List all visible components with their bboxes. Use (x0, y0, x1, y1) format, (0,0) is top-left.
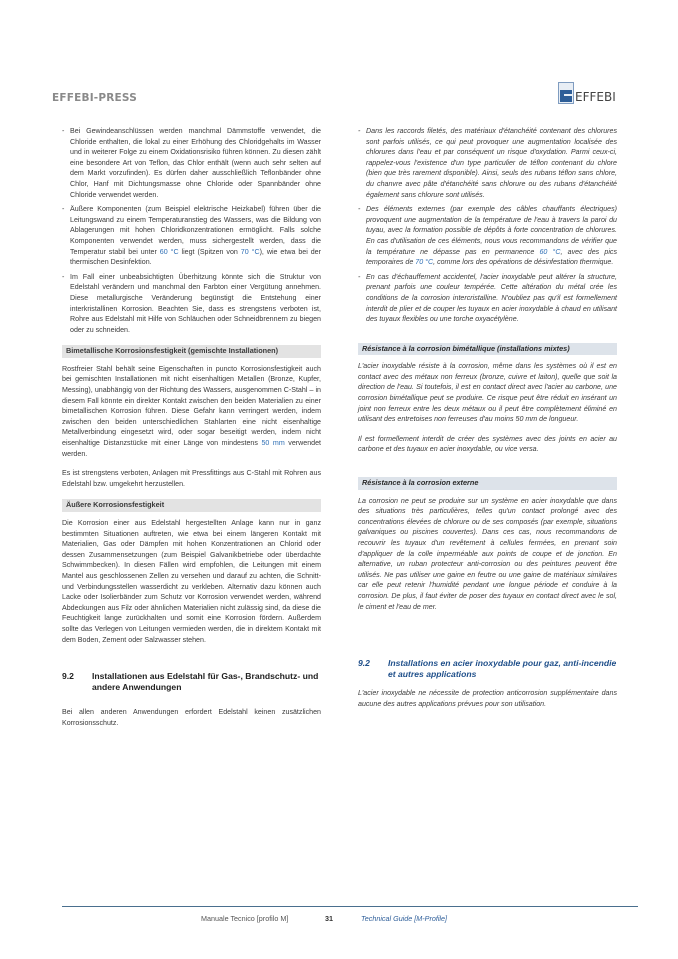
footer-title-english: Technical Guide [M-Profile] (361, 914, 448, 923)
column-french (358, 126, 617, 709)
paragraph: L'acier inoxydable ne nécessite de protection anticorrosion supplémentaire dans aucune des autres applications prévues pour son utilisation. (358, 689, 617, 708)
list-item: - Bei Gewindeanschlüssen werden manchmal Dämmstoffe verwendet, die Chloride enthalten, die lokal zu einer Erhöhung des Chloridgehalts im Wasser und in weiterer Folge zu einem Oxidationsrisiko führen können. Zu diesen zählt eine besondere Art von Teflon, das Chlor enthält (wenn auch sehr selten auf dem Markt vorzufinden). Es dürfen daher ausschließlich Teflonbänder ohne Chlor, Hanf mit Dichtungsmasse ohne Chloride oder Spannbänder ohne Chloride verwendet werden. (62, 127, 321, 199)
paragraph: Il est formellement interdit de créer des systèmes avec des joints en acier au carbone et des tuyaux en acier inoxydable, ou vice versa. (358, 434, 617, 454)
temperature-value: 60 °C (159, 247, 179, 256)
paragraph: La corrosion ne peut se produire sur un système en acier inoxydable que dans des situations très particulières, telles qu'un contact prolongé avec des concentrations élevées de chlorure ou de ses composés (par exemple, situations galvaniques ou piscines couvertes). Dans ces cas, nous recommandons de recouvrir les tuyaux d'un revêtement à cellules fermées, en prenant soin d'appliquer de la colle imperméable aux points de coupe et de jonction. En alternative, un ruban protecteur anti-corrosion ou des peintures peuvent être utilisés. Ne pas utiliser une gaine en feutre ou une gaine de matériaux similaires car elle peut retenir l'humidité pendant une longue période et conduire à la corrosion. De plus, il faut éviter de poser des tuyaux en contact direct avec le sol, le ciment et l'eau de mer. (358, 496, 617, 611)
logo-mark-icon (558, 82, 574, 104)
paragraph: Die Korrosion einer aus Edelstahl hergestellten Anlage kann nur in ganz bestimmten Situationen auftreten, wie etwa bei einem längeren Kontakt mit Materialien, Gas oder Dämpfen mit hohen Konzentrationen an Chlorid oder dessen Zusammensetzungen (zum Beispiel Galvanikbetriebe oder überdachte Schwimmbecken). In diesen Fällen wird empfohlen, die Leitungen mit einem Mantel aus geschlossenen Zellen zu versehen und darauf zu achten, die Schnitt- und Verbindungsstellen wasserdicht zu verkleben. Alternativ dazu können auch Lacke oder Isolierbänder zum Schutz vor Korrosion verwendet werden, während Abdeckungen aus Filz oder ähnlichen Materialien nicht zulässig sind, da diese die Feuchtigkeit lange zurückhalten und somit eine Korrosion fördern. Außerdem sollte das Verlegen von Leitungen vermieden werden, die in direktem Kontakt mit dem Boden, Zement oder Salzwasser stehen. (62, 519, 321, 644)
header-brand: EFFEBI-PRESS (52, 92, 137, 104)
section-heading-bimetal: Bimetallische Korrosionsfestigkeit (gemischte Installationen) (62, 345, 321, 358)
list-item: - Des éléments externes (par exemple des câbles chauffants électriques) provoquent une augmentation de la température de l'eau à travers la paroi du tuyau, avec la formation possible de dépôts à forte concentration de chlorures. En cas d'utilisation de ces éléments, nous vous recommandons de vérifier que la température ne dépasse pas en permanence 60 °C, avec des pics temporaires de 70 °C, comme lors des opérations de désinfestation thermique. (358, 205, 618, 267)
footer-title-italian: Manuale Tecnico [profilo M] (201, 914, 289, 923)
footer-divider (62, 906, 638, 907)
list-item: - Äußere Komponenten (zum Beispiel elektrische Heizkabel) führen über die Leitungswand zu einem Temperaturanstieg des Wassers, was die Bildung von Ablagerungen mit hohen Chloridkonzentrationen ermöglicht. Falls solche Komponenten verwendet werden, muss sichergestellt werden, dass die Temperatur stabil bei unter 60 °C liegt (Spitzen von 70 °C), wie etwa bei der thermischen Desinfektion. (62, 205, 321, 267)
paragraph: Rostfreier Stahl behält seine Eigenschaften in puncto Korrosionsfestigkeit auch bei gemischten Installationen mit nicht eisenhaltigen Metallen (Bronze, Kupfer, Messing), unabhängig von der Richtung des Wassers, ausgenommen C-Stahl – in diesem Fall könnte ein direkter Kontakt zwischen den beiden Materialien zu einer bimetallischen Korrosion führen. Diese Gefahr kann verringert werden, indem zwischen den beiden unterschiedlichen Stahlarten eine nicht eisenhaltige Metallverbindung eingesetzt wird, oder sogar beseitigt werden, indem nicht eisenhaltige Distanzstücke mit einer Länge von mindestens 50 mm verwendet werden. (62, 364, 322, 458)
temperature-value: 70 °C (415, 258, 434, 267)
section-title-9-2: 9.2 Installations en acier inoxydable pour gaz, anti-incendie et autres applications (358, 658, 617, 680)
column-german (62, 126, 321, 728)
list-item: - Im Fall einer unbeabsichtigten Überhitzung könnte sich die Struktur von Edelstahl verändern und manchmal den Farbton einer Vergütung annehmen. Diese metallurgische Veränderung begünstigt die Entstehung einer interkristallinen Korrosion. Beachten Sie, dass es strengstens verboten ist, Rohre aus Edelstahl mit Hilfe von Schläuchen oder Schneidbrennern zu biegen oder zu schneiden. (62, 272, 321, 334)
length-value: 50 mm (261, 439, 285, 448)
temperature-value: 70 °C (240, 247, 260, 256)
page-number: 31 (325, 914, 333, 923)
list-item: - En cas d'échauffement accidentel, l'acier inoxydable peut altérer la structure, prenant parfois une couleur tempérée. Cette altération du métal crée les conditions de la corrosion intercristalline. N'oubliez pas qu'il est formellement interdit de plier et de couper les tuyaux en acier inoxydable à chaud en utilisant des tuyaux flexibles ou une torche oxyacétylène. (358, 272, 617, 324)
paragraph: Es ist strengstens verboten, Anlagen mit Pressfittings aus C-Stahl mit Rohren aus Edelstahl bzw. umgekehrt herzustellen. (62, 469, 321, 488)
list-item: - Dans les raccords filetés, des matériaux d'étanchéité contenant des chlorures sont parfois utilisés, ce qui peut provoquer une augmentation localisée des chlorures dans l'eau et par conséquent un risque d'oxydation. Parmi ceux-ci, rappelez-vous l'existence d'un type particulier de téflon contenant du chlore (bien que très rarement disponible). Ainsi, seuls des rubans téflon sans chlore, du chanvre avec pâte d'étanchéité sans chlorure ou des rubans d'étanchéité également sans chlorure sont utilisés. (358, 127, 617, 199)
section-heading-bimetal: Résistance à la corrosion bimétallique (installations mixtes) (358, 343, 617, 356)
paragraph: Bei allen anderen Anwendungen erfordert Edelstahl keinen zusätzlichen Korrosionsschutz. (62, 708, 321, 727)
section-title-9-2: 9.2 Installationen aus Edelstahl für Gas-, Brandschutz- und andere Anwendungen (62, 671, 319, 693)
paragraph: L'acier inoxydable résiste à la corrosion, même dans les systèmes où il est en contact avec des métaux non ferreux (bronze, cuivre et laiton), quelle que soit la direction de l'eau. Si toutefois, il est en contact direct avec l'acier au carbone, une corrosion bimétallique peut se produire. Ce risque peut être réduit en insérant un joint non ferreux entre les deux métaux ou il peut être complètement éliminé en utilisant des entretoises non ferreuses d'au moins 50 mm de longueur. (358, 362, 617, 424)
logo-text: EFFEBI (575, 90, 616, 104)
section-heading-external: Résistance à la corrosion externe (358, 477, 617, 490)
temperature-value: 60 °C (539, 247, 561, 256)
effebi-logo (558, 82, 616, 104)
section-heading-external: Äußere Korrosionsfestigkeit (62, 499, 321, 512)
